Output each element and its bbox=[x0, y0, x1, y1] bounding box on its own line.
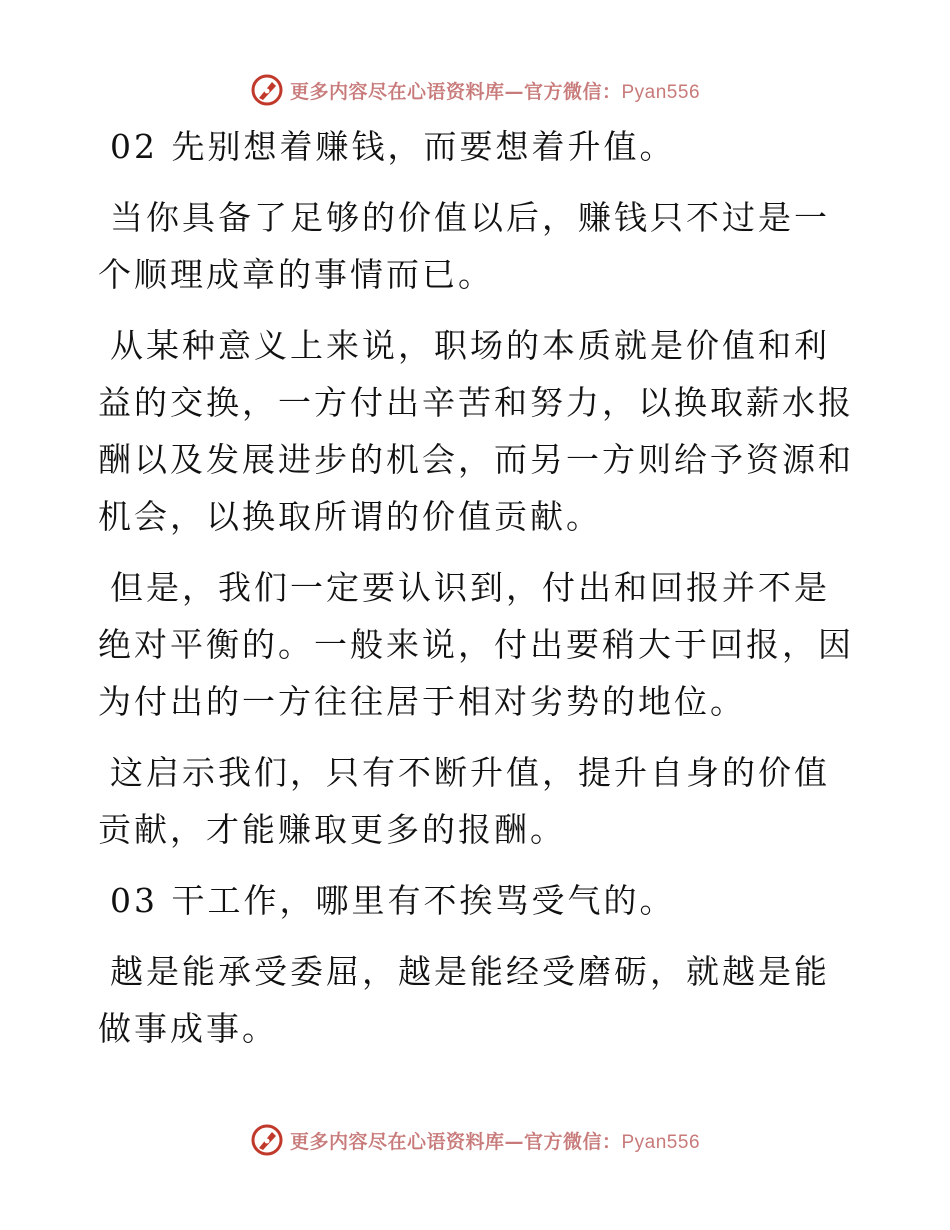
paragraph-2: 当你具备了足够的价值以后，赚钱只不过是一个顺理成章的事情而已。 bbox=[98, 198, 830, 294]
paragraph-1: 02 先别想着赚钱，而要想着升值。 bbox=[110, 127, 676, 166]
banner-label: 更多内容尽在心语资料库—官方微信：Pyan556 bbox=[289, 80, 701, 103]
paragraph-4: 但是，我们一定要认识到，付出和回报并不是绝对平衡的。一般来说，付出要稍大于回报，因为付出的一方往往居于相对劣势的地位。 bbox=[98, 568, 854, 721]
document-body bbox=[98, 118, 858, 1057]
pen-logo-icon bbox=[250, 1123, 284, 1157]
paragraph-6: 03 干工作，哪里有不挨骂受气的。 bbox=[110, 881, 676, 920]
banner-label: 更多内容尽在心语资料库—官方微信：Pyan556 bbox=[289, 1130, 701, 1153]
paragraph-5: 这启示我们，只有不断升值，提升自身的价值贡献，才能赚取更多的报酬。 bbox=[98, 753, 830, 849]
wechat-handle: Pyan556 bbox=[621, 1131, 701, 1153]
paragraph-3: 从某种意义上来说，职场的本质就是价值和利益的交换，一方付出辛苦和努力，以换取薪水报酬以及发展进步的机会，而另一方则给予资源和机会，以换取所谓的价值贡献。 bbox=[98, 326, 854, 536]
header-banner bbox=[0, 70, 950, 110]
wechat-handle: Pyan556 bbox=[621, 81, 701, 103]
pen-logo-icon bbox=[250, 73, 284, 107]
paragraph-7: 越是能承受委屈，越是能经受磨砺，就越是能做事成事。 bbox=[98, 952, 830, 1048]
footer-banner bbox=[0, 1120, 950, 1160]
